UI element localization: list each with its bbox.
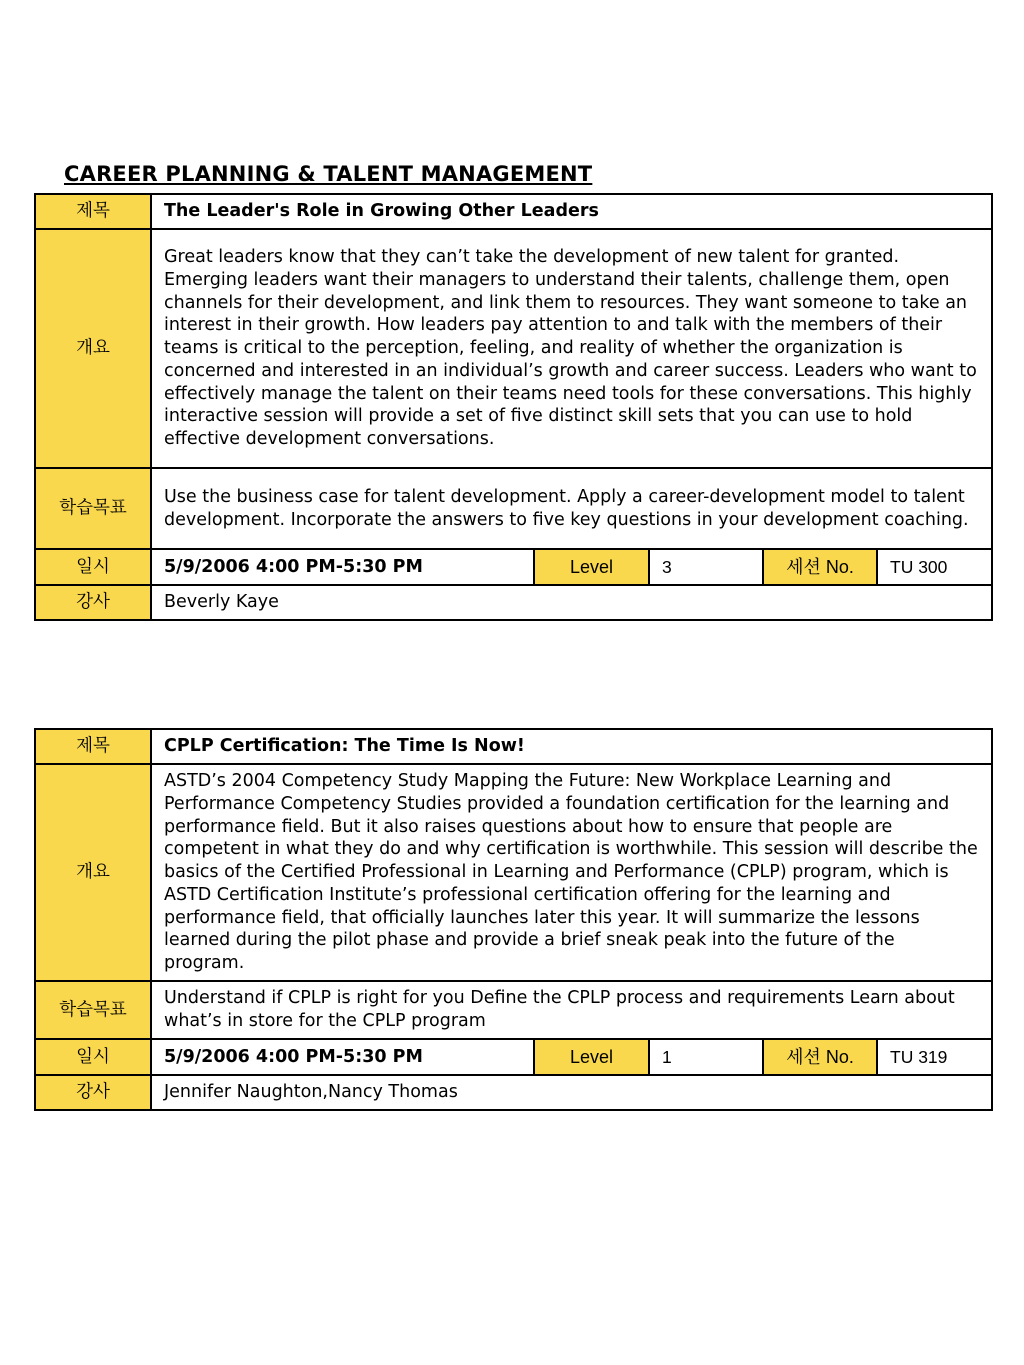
session-table: [34, 193, 993, 621]
session-speaker: Jennifer Naughton,Nancy Thomas: [151, 1075, 992, 1110]
speaker-label: 강사: [35, 1075, 151, 1110]
session-objectives: Understand if CPLP is right for you Define the CPLP process and requirements Learn about what’s in store for the CPLP program: [151, 981, 992, 1039]
title-label: 제목: [35, 194, 151, 229]
session-datetime: 5/9/2006 4:00 PM-5:30 PM: [151, 1039, 534, 1075]
session-level: 3: [649, 549, 763, 585]
datetime-label: 일시: [35, 1039, 151, 1075]
speaker-row: [35, 585, 992, 620]
summary-label: 개요: [35, 229, 151, 468]
summary-row: [35, 229, 992, 468]
objectives-row: [35, 468, 992, 549]
session-summary: ASTD’s 2004 Competency Study Mapping the Future: New Workplace Learning and Performance Competency Studies provided a foundation certification for the learning and performance field. But it also raises questions about how to ensure that people are competent in what they do and why certification is worthwhile. This session will describe the basics of the Certified Professional in Learning and Performance (CPLP) program, which is ASTD Certification Institute’s professional certification offering for the learning and performance field, that officially launches later this year. It will summarize the lessons learned during the pilot phase and provide a brief sneak peak into the future of the program.: [151, 764, 992, 981]
session-level: 1: [649, 1039, 763, 1075]
title-row: [35, 194, 992, 229]
speaker-label: 강사: [35, 585, 151, 620]
objectives-label: 학습목표: [35, 468, 151, 549]
title-row: [35, 729, 992, 764]
session-title: CPLP Certification: The Time Is Now!: [151, 729, 992, 764]
session-speaker: Beverly Kaye: [151, 585, 992, 620]
session-table: [34, 728, 993, 1111]
schedule-row: [35, 549, 992, 585]
session-number: TU 319: [877, 1039, 992, 1075]
level-label: Level: [534, 549, 649, 585]
session-number: TU 300: [877, 549, 992, 585]
session-no-label: 세션 No.: [763, 1039, 877, 1075]
speaker-row: [35, 1075, 992, 1110]
objectives-row: [35, 981, 992, 1039]
session-datetime: 5/9/2006 4:00 PM-5:30 PM: [151, 549, 534, 585]
session-title: The Leader's Role in Growing Other Leaders: [151, 194, 992, 229]
datetime-label: 일시: [35, 549, 151, 585]
level-label: Level: [534, 1039, 649, 1075]
summary-label: 개요: [35, 764, 151, 981]
objectives-label: 학습목표: [35, 981, 151, 1039]
session-no-label: 세션 No.: [763, 549, 877, 585]
section-heading: CAREER PLANNING & TALENT MANAGEMENT: [64, 162, 593, 186]
session-summary: Great leaders know that they can’t take the development of new talent for granted. Emerging leaders want their managers to understand their talents, challenge them, open channels for their development, and link them to resources. They want someone to take an interest in their growth. How leaders pay attention to and talk with the members of their teams is critical to the perception, feeling, and reality of whether the organization is concerned and interested in an individual’s growth and career success. Leaders who want to effectively manage the talent on their teams need tools for these conversations. This highly interactive session will provide a set of five distinct skill sets that you can use to hold effective development conversations.: [151, 229, 992, 468]
title-label: 제목: [35, 729, 151, 764]
summary-row: [35, 764, 992, 981]
schedule-row: [35, 1039, 992, 1075]
session-objectives: Use the business case for talent development. Apply a career-development model to talent development. Incorporate the answers to five key questions in your development coaching.: [151, 468, 992, 549]
